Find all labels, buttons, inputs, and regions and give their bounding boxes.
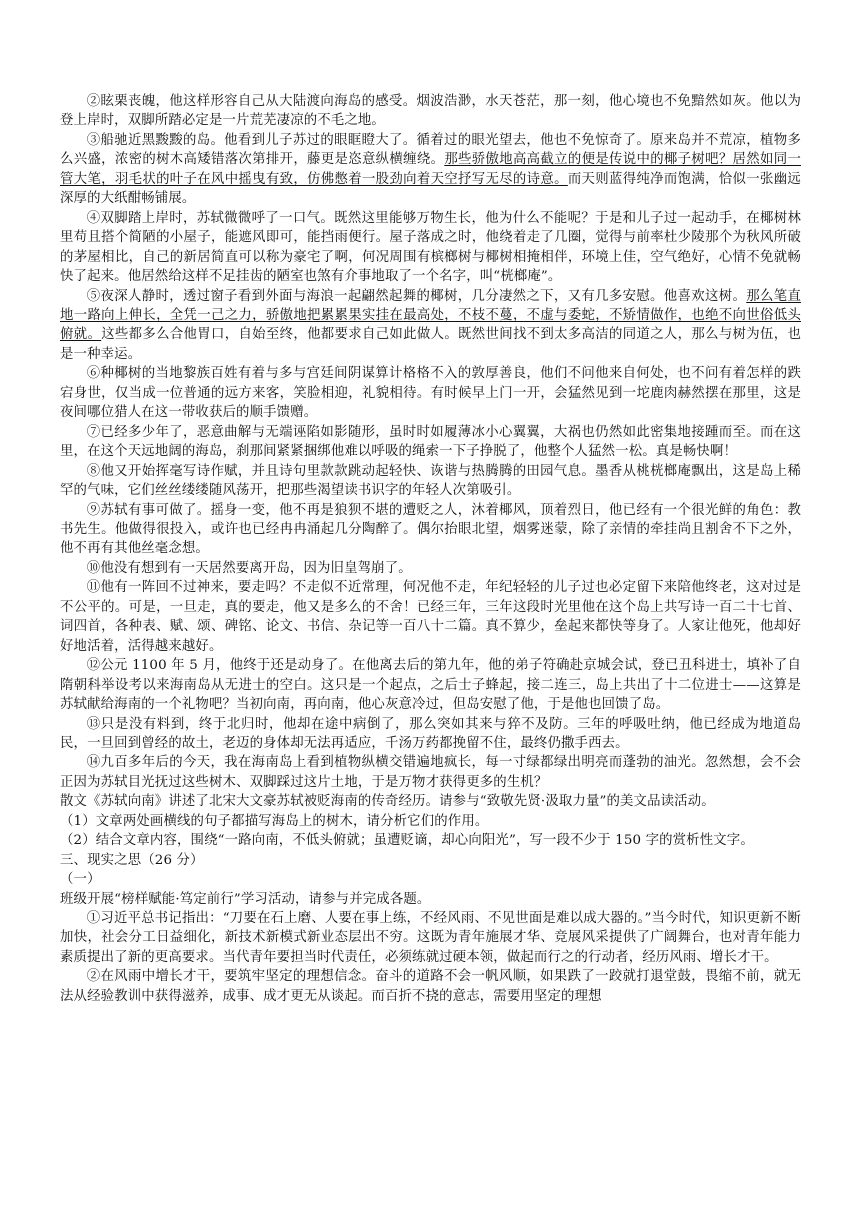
paragraph-text: ④双脚踏上岸时，苏轼微微呼了一口气。既然这里能够万物生长，他为什么不能呢？于是和儿子过一起动手，在椰树林里苟且搭个简陋的小屋子，能遮风即可，能挡雨便行。屋子落成之时，他绕着走了几圈，觉得与前率杜少陵那个为秋风所破的茅屋相比，自己的新居简直可以称为豪宅了啊，何况周围有槟榔树与椰树相掩相伴，环境上佳，空气绝好，心情不免就畅快了起来。他居然给这样不足挂齿的陋室也煞有介事地取了一个名字，叫“桄榔庵”。 xyxy=(60,210,801,285)
paragraph-text: ⑫公元 1100 年 5 月，他终于还是动身了。在他离去后的第九年，他的弟子符确赴京城会试，登已丑科进士，填补了自隋朝科举设考以来海南岛从无进士的空白。这只是一个起点，之后士子蜂起，接二连三，岛上共出了十二位进士——这算是苏轼献给海南的一个礼物吧？当初向南，再向南，他心灰意冷过，但岛安慰了他，于是他也回馈了岛。 xyxy=(60,658,801,713)
paragraph-text: ②眩栗丧魄，他这样形容自己从大陆渡向海岛的感受。烟波浩渺，水天苍茫，那一刻，他心境也不免黯然如灰。他以为登上岸时，双脚所踏必定是一片荒芜凄凉的不毛之地。 xyxy=(60,94,801,129)
essay-paragraph-10 xyxy=(60,559,801,578)
subsection-label: （一） xyxy=(60,872,101,888)
essay-paragraph-6 xyxy=(60,364,801,422)
paragraph-text: ⑨苏轼有事可做了。摇身一变，他不再是狼狈不堪的遭贬之人，沐着椰风，顶着烈日，他已经有一个很光鲜的角色：教书先生。他做得很投入，或许也已经冉冉涌起几分陶醉了。偶尔抬眼北望，烟雾迷蒙，除了亲情的牵挂尚且割舍不下之外，他不再有其他丝毫念想。 xyxy=(60,502,801,557)
task-intro: 散文《苏轼向南》讲述了北宋大文豪苏轼被贬海南的传奇经历。请参与“致敬先贤·汲取力量”的美文品读活动。 xyxy=(60,794,715,810)
underlined-sentence-1: 那些骄傲地高高截立的便是传说中的椰子树吧？居然如同一管大笔，羽毛状的叶子在风中摇曳有致，仿佛憋着一股劲向着天空抒写无尽的诗意。 xyxy=(60,152,801,187)
essay-paragraph-13 xyxy=(60,715,801,754)
essay-paragraph-4 xyxy=(60,209,801,287)
activity-intro: 班级开展“榜样赋能·笃定前行”学习活动，请参与并完成各题。 xyxy=(60,891,431,907)
activity-paragraph-2: ②在风雨中增长才干，要筑牢坚定的理想信念。奋斗的道路不会一帆风顺，如果跌了一跤就打退堂鼓，畏缩不前，就无法从经验教训中获得滋养，成事、成才更无从谈起。而百折不挠的意志，需要用坚定的理想 xyxy=(60,969,801,1004)
paragraph-text: ⑪他有一阵回不过神来，要走吗？不走似不近常理，何况他不走，年纪轻轻的儿子过也必定留下来陪他终老，这对过是不公平的。可是，一旦走，真的要走，他又是多么的不舍！已经三年，三年这段时光里他在这个岛上共写诗一百二十七首、词四首，各种表、赋、颂、碑铭、论文、书信、杂记等一百八十二篇。真不算少，垒起来都快等身了。人家让他死，他却好好地活着，活得越来越好。 xyxy=(60,580,801,654)
paragraph-text: ⑭九百多年后的今天，我在海南岛上看到植物纵横交错遍地疯长，每一寸绿都绿出明亮而蓬勃的油光。忽然想，会不会正因为苏轼目光抚过这些树木、双脚踩过这片土地，于是万物才获得更多的生机？ xyxy=(60,755,801,790)
activity-paragraph-1: ①习近平总书记指出：“刀要在石上磨、人要在事上练，不经风雨、不见世面是难以成大器的。”当今时代，知识更新不断加快，社会分工日益细化，新技术新模式新业态层出不穷。这既为青年施展才华、竞展风采提供了广阔舞台，也对青年能力素质提出了新的更高要求。当代青年要担当时代责任，必须练就过硬本领，做起而行之的行动者，经历风雨、增长才干。 xyxy=(60,911,801,965)
essay-paragraph-12 xyxy=(60,656,801,714)
essay-paragraph-2 xyxy=(60,92,801,131)
paragraph-text: ⑤夜深人静时，透过窗子看到外面与海浪一起翩然起舞的椰树，几分凄然之下，又有几多安慰。他喜欢这树。 xyxy=(86,288,747,304)
essay-paragraph-11 xyxy=(60,578,801,656)
paragraph-text: ③船驰近黑黢黢的岛。他看到儿子苏过的眼眶瞪大了。循着过的眼光望去，他也不免惊奇了。原来岛并不荒凉，植物多么兴盛，浓密的树木高矮错落次第排开，藤更是恣意纵横缠绕。 xyxy=(60,132,801,168)
paragraph-text: ⑥种椰树的当地黎族百姓有着与多与宫廷间阴谋算计格格不入的敦厚善良，他们不问他来自何处，也不问有着怎样的跌宕身世，仅当成一位普通的远方来客，笑脸相迎，礼貌相待。有时候早上门一开，会猛然见到一坨鹿肉赫然摆在那里，这是夜间哪位猎人在这一带收获后的顺手馈赠。 xyxy=(60,366,801,421)
paragraph-text: ⑬只是没有料到，终于北归时，他却在途中病倒了，那么突如其来与猝不及防。三年的呼吸吐纳，他已经成为地道岛民，一旦回到曾经的故土，老迈的身体却无法再适应，千汤万药都挽留不住，最终仍撒手西去。 xyxy=(60,716,801,751)
paragraph-text: ⑧他又开始挥毫写诗作赋，并且诗句里款款跳动起轻快、诙谐与热腾腾的田园气息。墨香从桃桄榔庵飘出，这是岛上稀罕的气味，它们丝丝缕缕随风荡开，把那些渴望读书识字的年轻人次第吸引。 xyxy=(60,463,801,499)
essay-paragraph-7 xyxy=(60,423,801,462)
paragraph-text: ⑩他没有想到有一天居然要离开岛，因为旧皇驾崩了。 xyxy=(86,560,412,576)
question-1: （1）文章两处画横线的句子都描写海岛上的树木，请分析它们的作用。 xyxy=(60,813,489,829)
essay-paragraph-3 xyxy=(60,131,801,209)
paragraph-text: 而天则蓝得纯净而饱满，恰似一张幽远深厚的大纸酣畅铺展。 xyxy=(60,171,801,207)
essay-paragraph-14 xyxy=(60,753,801,792)
paragraph-text: ⑦已经多少年了，恶意曲解与无端诬陷如影随形，虽时时如履薄冰小心翼翼，大祸也仍然如此密集地接踵而至。而在这里，在这个天远地阔的海岛，刹那间紧紧捆绑他难以呼吸的绳索一下子挣脱了，他整个人猛然一松。真是畅快啊！ xyxy=(60,424,801,460)
paragraph-text: 这些都多么合他胃口，自始至终，他都要求自己如此做人。既然世间找不到太多高洁的同道之人，那么与树为伍，也是一种幸运。 xyxy=(60,327,801,362)
question-2: （2）结合文章内容，围绕“一路向南，不低头俯就；虽遭贬谪，却心向阳光”，写一段不少于 150 字的赏析性文字。 xyxy=(60,833,754,849)
document-page xyxy=(60,92,801,1006)
essay-paragraph-9 xyxy=(60,501,801,559)
essay-paragraph-8 xyxy=(60,462,801,501)
essay-paragraph-5 xyxy=(60,287,801,365)
section-heading: 三、现实之思（26 分） xyxy=(60,852,204,868)
underlined-sentence-2: 那么笔直地一路向上伸长，全凭一己之力，骄傲地把累累果实挂在最高处，不枝不蔓，不虚与委蛇，不矫情做作，也绝不向世俗低头俯就。 xyxy=(60,288,801,343)
